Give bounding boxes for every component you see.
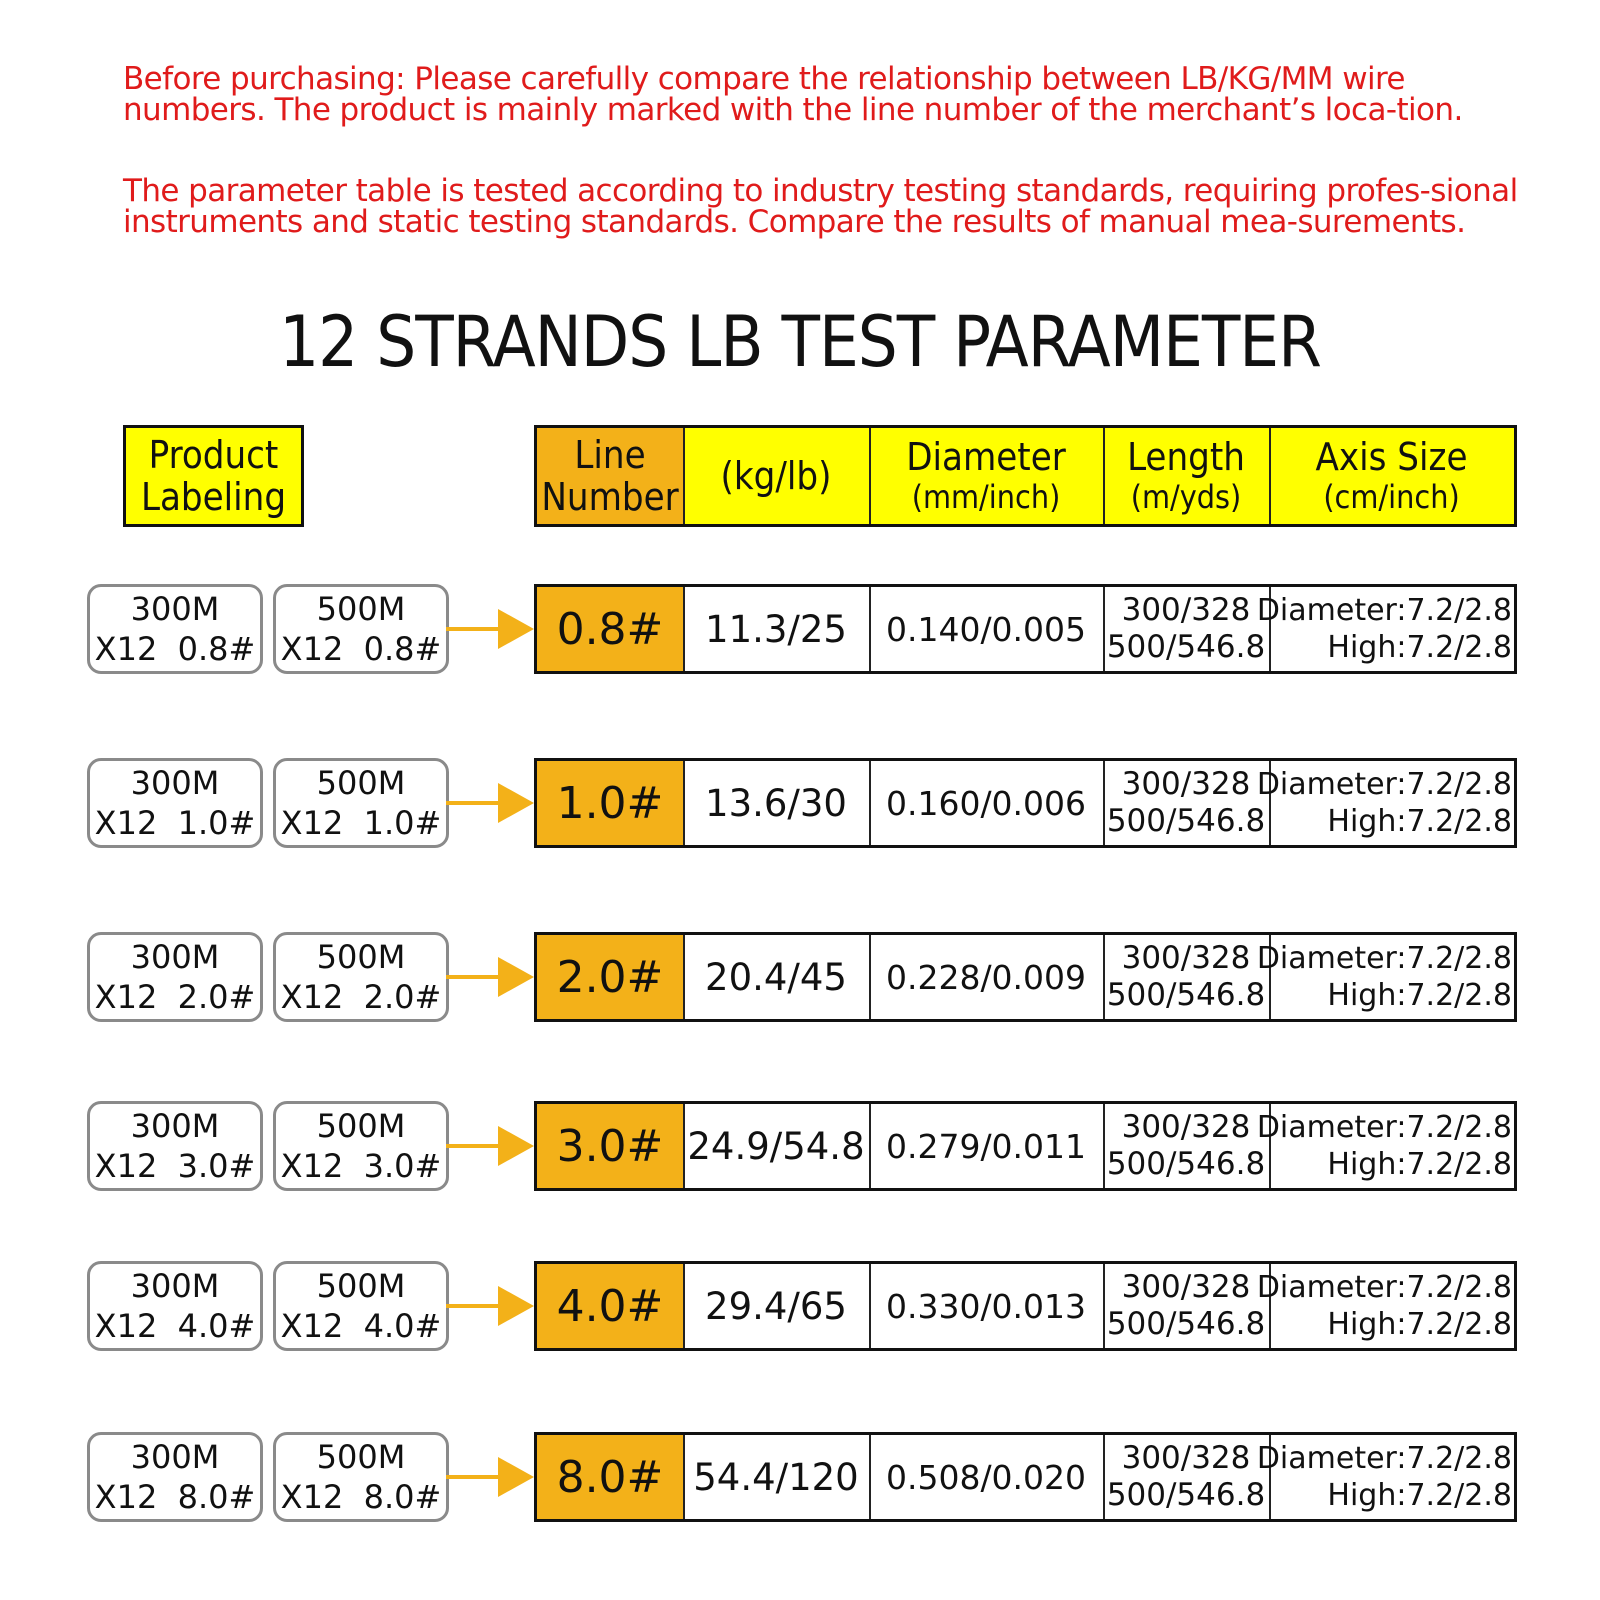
- label-code: X12 0.8#: [280, 630, 442, 668]
- diameter-cell: 0.330/0.013: [885, 1286, 1087, 1326]
- axis-diameter: Diameter:7.2/2.8: [1256, 1270, 1512, 1305]
- line-number-cell: 4.0#: [537, 1264, 683, 1348]
- length-500m: 500/546.8: [1106, 803, 1266, 839]
- length-300m: 300/328: [1121, 1269, 1251, 1305]
- strength-cell: 20.4/45: [705, 955, 847, 999]
- header-axis-unit: (cm/inch): [1323, 478, 1460, 516]
- arrow-right-icon: [446, 1284, 538, 1328]
- product-label-500m: [273, 932, 449, 1022]
- product-label-500m: [273, 758, 449, 848]
- length-300m: 300/328: [1121, 766, 1251, 802]
- header-line-number: [537, 428, 683, 524]
- length-500m: 500/546.8: [1106, 629, 1266, 665]
- label-length: 300M: [130, 764, 220, 802]
- product-label-300m: [87, 932, 263, 1022]
- page-title: 12 STRANDS LB TEST PARAMETER: [279, 301, 1321, 383]
- header-number-word: Number: [541, 475, 679, 519]
- label-length: 300M: [130, 1267, 220, 1305]
- label-length: 500M: [316, 590, 406, 628]
- header-line-word: Line: [574, 433, 646, 477]
- strength-cell: 11.3/25: [705, 607, 847, 651]
- header-axis-title: Axis Size: [1315, 435, 1468, 479]
- label-code: X12 3.0#: [280, 1147, 442, 1185]
- length-cell: [1103, 1104, 1269, 1188]
- product-label-500m: [273, 584, 449, 674]
- label-length: 500M: [316, 1267, 406, 1305]
- label-code: X12 3.0#: [94, 1147, 256, 1185]
- axis-size-cell: [1256, 1264, 1516, 1348]
- purchase-notice: Before purchasing: Please carefully compare the relationship between LB/KG/MM wire numbers. The product is mainly marked with the line number of the merchant’s loca-tion.: [123, 61, 1463, 128]
- axis-high: High:7.2/2.8: [1327, 804, 1512, 839]
- arrow-right-icon: [446, 607, 538, 651]
- length-cell: [1103, 935, 1269, 1019]
- length-500m: 500/546.8: [1106, 1306, 1266, 1342]
- strength-cell: 29.4/65: [705, 1284, 847, 1328]
- line-number-cell: 1.0#: [537, 761, 683, 845]
- header-diameter: [869, 428, 1103, 524]
- header-strength-text: (kg/lb): [720, 454, 832, 498]
- product-labeling-header-text: [123, 425, 304, 527]
- axis-size-cell: [1256, 1435, 1516, 1519]
- header-product-word: Product: [148, 433, 279, 477]
- parameter-row: [534, 932, 1517, 1022]
- label-length: 300M: [130, 938, 220, 976]
- length-cell: [1103, 1435, 1269, 1519]
- label-code: X12 8.0#: [94, 1478, 256, 1516]
- line-number-cell: 0.8#: [537, 587, 683, 671]
- product-label-500m: [273, 1101, 449, 1191]
- parameter-row: [534, 1432, 1517, 1522]
- axis-diameter: Diameter:7.2/2.8: [1256, 1110, 1512, 1145]
- label-code: X12 4.0#: [94, 1307, 256, 1345]
- parameter-row: [534, 584, 1517, 674]
- axis-diameter: Diameter:7.2/2.8: [1256, 1441, 1512, 1476]
- parameter-row: [534, 1261, 1517, 1351]
- length-300m: 300/328: [1121, 592, 1251, 628]
- label-code: X12 4.0#: [280, 1307, 442, 1345]
- diameter-cell: 0.140/0.005: [885, 609, 1087, 649]
- header-labeling-word: Labeling: [140, 475, 287, 519]
- axis-size-cell: [1256, 1104, 1516, 1188]
- axis-size-cell: [1256, 935, 1516, 1019]
- length-300m: 300/328: [1121, 1440, 1251, 1476]
- arrow-right-icon: [446, 1455, 538, 1499]
- diameter-cell: 0.279/0.011: [885, 1126, 1087, 1166]
- product-label-500m: [273, 1261, 449, 1351]
- testing-notice: The parameter table is tested according to industry testing standards, requiring profes-sional instruments and static testing standards. Compare the results of manual mea-surements.: [123, 173, 1518, 240]
- header-diameter-title: Diameter: [906, 435, 1066, 479]
- header-strength: [683, 428, 869, 524]
- axis-size-cell: [1256, 761, 1516, 845]
- length-300m: 300/328: [1121, 940, 1251, 976]
- header-length-title: Length: [1127, 435, 1245, 479]
- label-length: 500M: [316, 1438, 406, 1476]
- diameter-cell: 0.160/0.006: [885, 783, 1087, 823]
- line-number-cell: 8.0#: [537, 1435, 683, 1519]
- label-code: X12 1.0#: [280, 804, 442, 842]
- axis-high: High:7.2/2.8: [1327, 978, 1512, 1013]
- label-length: 500M: [316, 1107, 406, 1145]
- strength-cell: 13.6/30: [705, 781, 847, 825]
- label-length: 500M: [316, 764, 406, 802]
- diameter-cell: 0.228/0.009: [885, 957, 1087, 997]
- axis-size-cell: [1256, 587, 1516, 671]
- arrow-right-icon: [446, 955, 538, 999]
- label-code: X12 2.0#: [94, 978, 256, 1016]
- label-length: 300M: [130, 590, 220, 628]
- length-500m: 500/546.8: [1106, 977, 1266, 1013]
- line-number-cell: 2.0#: [537, 935, 683, 1019]
- label-code: X12 8.0#: [280, 1478, 442, 1516]
- line-number-cell: 3.0#: [537, 1104, 683, 1188]
- label-length: 500M: [316, 938, 406, 976]
- strength-cell: 54.4/120: [693, 1455, 859, 1499]
- axis-high: High:7.2/2.8: [1327, 1147, 1512, 1182]
- label-length: 300M: [130, 1107, 220, 1145]
- product-label-500m: [273, 1432, 449, 1522]
- length-cell: [1103, 1264, 1269, 1348]
- product-label-300m: [87, 1101, 263, 1191]
- axis-high: High:7.2/2.8: [1327, 1478, 1512, 1513]
- length-500m: 500/546.8: [1106, 1477, 1266, 1513]
- product-label-300m: [87, 758, 263, 848]
- arrow-right-icon: [446, 781, 538, 825]
- axis-diameter: Diameter:7.2/2.8: [1256, 767, 1512, 802]
- product-label-300m: [87, 1261, 263, 1351]
- length-cell: [1103, 761, 1269, 845]
- header-axis: [1269, 428, 1514, 524]
- label-length: 300M: [130, 1438, 220, 1476]
- header-diameter-unit: (mm/inch): [911, 478, 1061, 516]
- strength-cell: 24.9/54.8: [687, 1124, 865, 1168]
- arrow-right-icon: [446, 1124, 538, 1168]
- length-cell: [1103, 587, 1269, 671]
- header-length: [1103, 428, 1269, 524]
- length-300m: 300/328: [1121, 1109, 1251, 1145]
- product-label-300m: [87, 1432, 263, 1522]
- label-code: X12 2.0#: [280, 978, 442, 1016]
- parameter-row: [534, 758, 1517, 848]
- parameter-row: [534, 1101, 1517, 1191]
- axis-diameter: Diameter:7.2/2.8: [1256, 941, 1512, 976]
- length-500m: 500/546.8: [1106, 1146, 1266, 1182]
- parameter-header: [534, 425, 1517, 527]
- axis-high: High:7.2/2.8: [1327, 630, 1512, 665]
- axis-diameter: Diameter:7.2/2.8: [1256, 593, 1512, 628]
- header-length-unit: (m/yds): [1130, 478, 1242, 516]
- label-code: X12 0.8#: [94, 630, 256, 668]
- axis-high: High:7.2/2.8: [1327, 1307, 1512, 1342]
- label-code: X12 1.0#: [94, 804, 256, 842]
- diameter-cell: 0.508/0.020: [885, 1457, 1087, 1497]
- product-label-300m: [87, 584, 263, 674]
